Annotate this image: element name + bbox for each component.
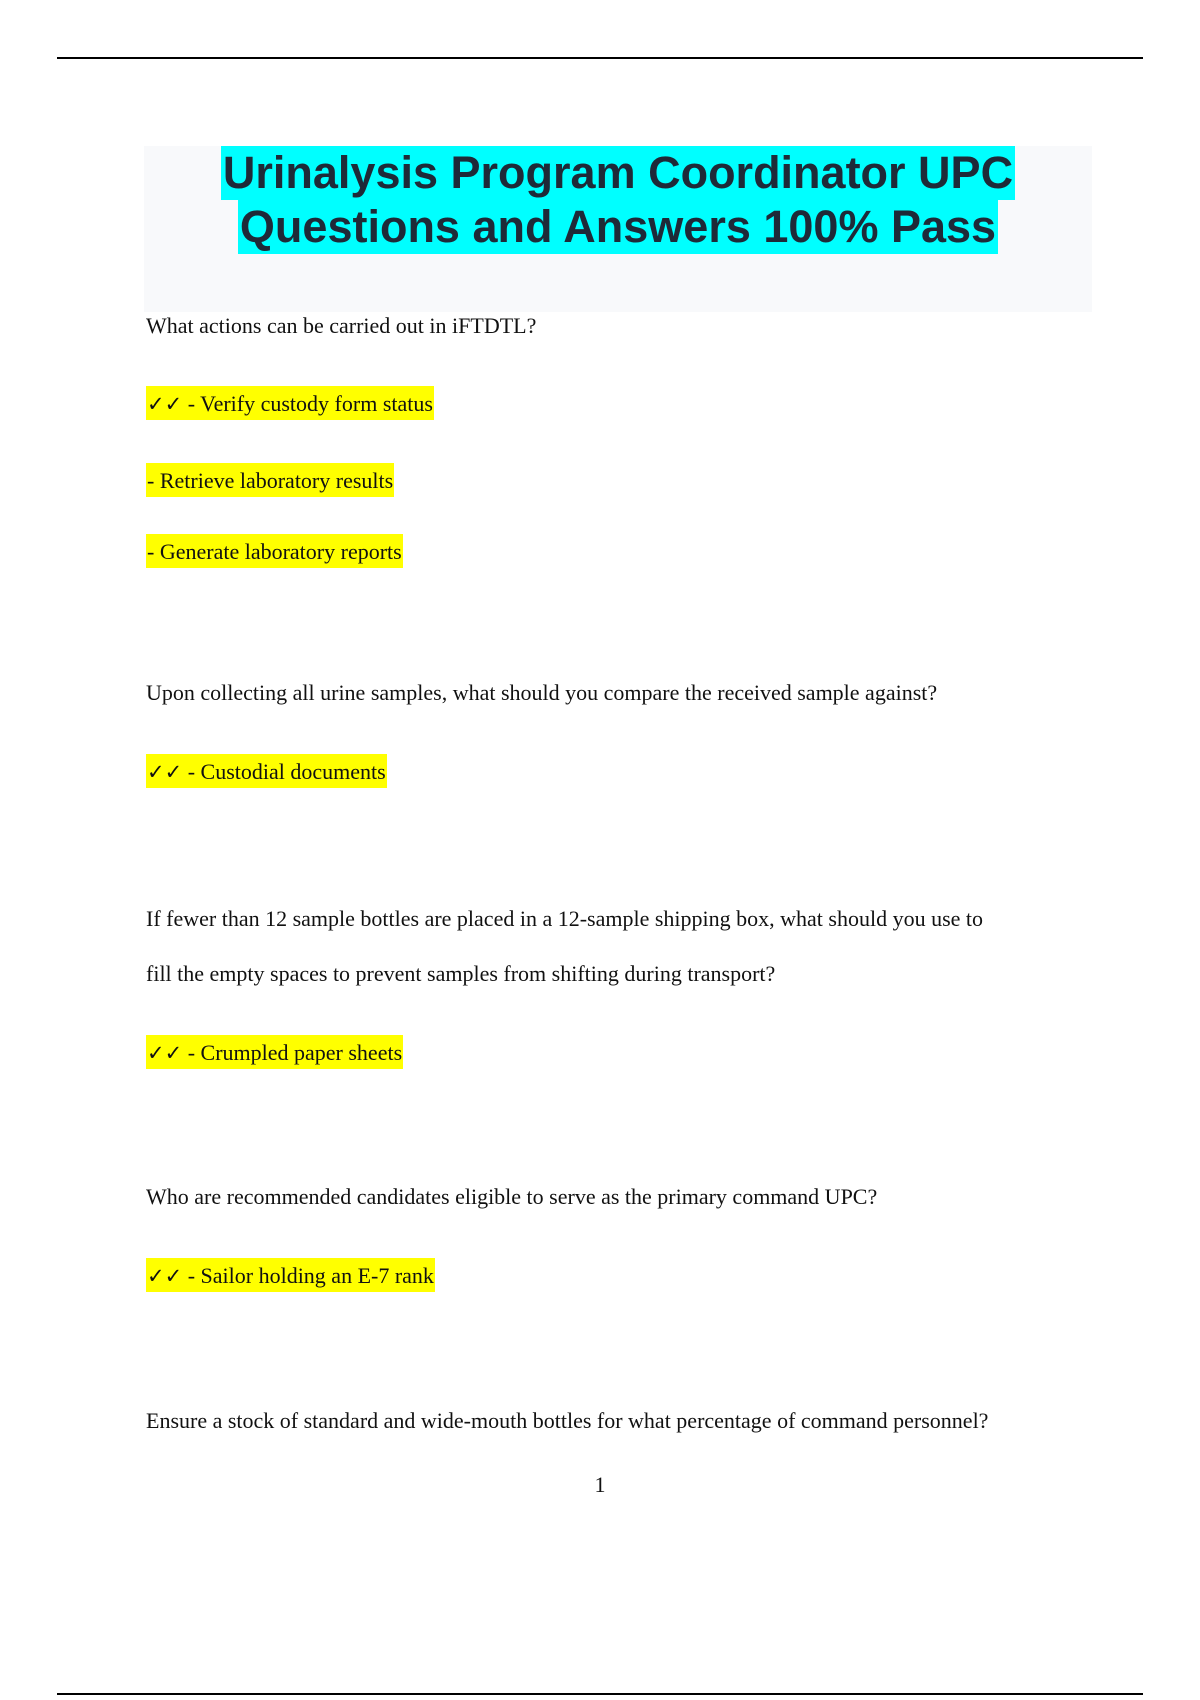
double-check-icon: ✓✓ (147, 392, 183, 416)
question-3-line-1: If fewer than 12 sample bottles are placed in a 12-sample shipping box, what should you use to (146, 906, 984, 931)
question-5: Ensure a stock of standard and wide-mouth bottles for what percentage of command personnel? (146, 1408, 989, 1433)
answer-text: - Sailor holding an E-7 rank (182, 1263, 434, 1288)
answer-1-1 (146, 386, 434, 420)
answer-3-1 (146, 1035, 403, 1069)
answer-highlight (146, 534, 403, 568)
question-1: What actions can be carried out in iFTDTL? (146, 313, 537, 338)
answer-highlight (146, 1035, 403, 1069)
document-title (144, 146, 1092, 312)
answer-text: - Retrieve laboratory results (147, 468, 394, 493)
answer-1-3 (146, 534, 403, 568)
answer-text: - Verify custody form status (182, 391, 433, 416)
answer-4-1 (146, 1258, 435, 1292)
answer-text: - Crumpled paper sheets (182, 1040, 403, 1065)
question-3-line-2: fill the empty spaces to prevent samples from shifting during transport? (146, 961, 776, 986)
question-2: Upon collecting all urine samples, what should you compare the received sample against? (146, 680, 938, 705)
answer-highlight (146, 463, 394, 497)
answer-highlight (146, 1258, 435, 1292)
answer-2-1 (146, 754, 387, 788)
question-4: Who are recommended candidates eligible to serve as the primary command UPC? (146, 1184, 878, 1209)
double-check-icon: ✓✓ (147, 760, 183, 784)
double-check-icon: ✓✓ (147, 1264, 183, 1288)
header-rule (57, 57, 1143, 59)
page-number: 1 (594, 1472, 606, 1497)
footer-rule (57, 1693, 1143, 1695)
title-line-2: Questions and Answers 100% Pass (239, 201, 997, 252)
double-check-icon: ✓✓ (147, 1041, 183, 1065)
answer-1-2 (146, 463, 394, 497)
title-line-1: Urinalysis Program Coordinator UPC (222, 147, 1014, 198)
answer-text: - Custodial documents (182, 759, 386, 784)
answer-highlight (146, 386, 434, 420)
answer-highlight (146, 754, 387, 788)
answer-text: - Generate laboratory reports (147, 539, 402, 564)
